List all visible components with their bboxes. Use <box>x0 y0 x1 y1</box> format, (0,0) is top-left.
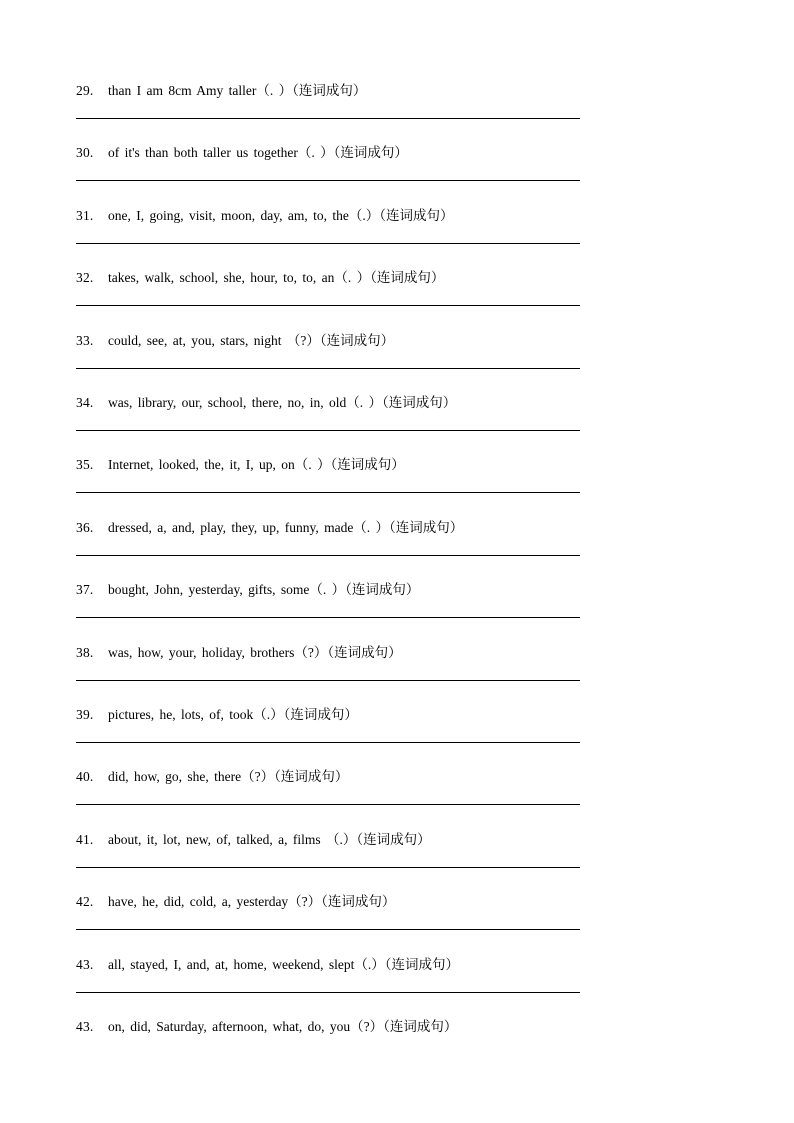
question-text: have, he, did, cold, a, yesterday（?）（连词成句） <box>108 894 396 909</box>
question-line <box>76 392 456 414</box>
answer-line[interactable] <box>76 305 580 306</box>
question-number: 35. <box>76 457 94 472</box>
question-line <box>76 642 402 664</box>
question-item <box>76 642 580 704</box>
question-text: of it's than both taller us together（. ）（连词成句） <box>108 145 408 160</box>
answer-line[interactable] <box>76 929 580 930</box>
question-line <box>76 766 348 788</box>
answer-line[interactable] <box>76 992 580 993</box>
question-number: 29. <box>76 83 94 98</box>
question-line <box>76 891 395 913</box>
question-text: about, it, lot, new, of, talked, a, films （.）（连词成句） <box>108 832 431 847</box>
question-text: all, stayed, I, and, at, home, weekend, slept（.）（连词成句） <box>108 957 460 972</box>
question-line <box>76 142 408 164</box>
question-line <box>76 80 366 102</box>
question-number: 33. <box>76 333 94 348</box>
question-item <box>76 704 580 766</box>
question-line <box>76 829 431 851</box>
question-line <box>76 330 394 352</box>
question-item <box>76 517 580 579</box>
question-number: 32. <box>76 270 94 285</box>
question-text: takes, walk, school, she, hour, to, to, an（. ）（连词成句） <box>108 270 445 285</box>
question-number: 38. <box>76 645 94 660</box>
question-text: was, how, your, holiday, brothers（?）（连词成句） <box>108 645 402 660</box>
question-item <box>76 829 580 891</box>
question-text: pictures, he, lots, of, took（.）（连词成句） <box>108 707 358 722</box>
question-line <box>76 454 405 476</box>
question-item <box>76 891 580 953</box>
question-text: did, how, go, she, there（?）（连词成句） <box>108 769 349 784</box>
question-number: 43. <box>76 957 94 972</box>
question-text: bought, John, yesterday, gifts, some（. ）（连词成句） <box>108 582 420 597</box>
question-number: 31. <box>76 208 94 223</box>
answer-line[interactable] <box>76 430 580 431</box>
answer-line[interactable] <box>76 804 580 805</box>
question-text: dressed, a, and, play, they, up, funny, made（. ）（连词成句） <box>108 520 464 535</box>
answer-line[interactable] <box>76 617 580 618</box>
question-item <box>76 80 580 142</box>
question-item <box>76 954 580 1016</box>
question-item <box>76 267 580 329</box>
answer-line[interactable] <box>76 742 580 743</box>
question-number: 39. <box>76 707 94 722</box>
question-line <box>76 954 459 976</box>
question-item <box>76 330 580 392</box>
question-line <box>76 704 358 726</box>
question-item <box>76 392 580 454</box>
question-line <box>76 517 463 539</box>
question-text: one, I, going, visit, moon, day, am, to, the（.）（连词成句） <box>108 208 454 223</box>
question-number: 36. <box>76 520 94 535</box>
answer-line[interactable] <box>76 680 580 681</box>
question-text: on, did, Saturday, afternoon, what, do, you（?）（连词成句） <box>108 1019 458 1034</box>
answer-line[interactable] <box>76 555 580 556</box>
question-text: could, see, at, you, stars, night （?）（连词成句） <box>108 333 395 348</box>
question-number: 42. <box>76 894 94 909</box>
answer-line[interactable] <box>76 368 580 369</box>
question-line <box>76 205 453 227</box>
question-item <box>76 1016 580 1078</box>
question-number: 37. <box>76 582 94 597</box>
question-line <box>76 579 419 601</box>
question-item <box>76 579 580 641</box>
question-line <box>76 267 444 289</box>
question-text: Internet, looked, the, it, I, up, on（. ）（连词成句） <box>108 457 405 472</box>
question-number: 43. <box>76 1019 94 1034</box>
answer-line[interactable] <box>76 492 580 493</box>
question-number: 41. <box>76 832 94 847</box>
question-item <box>76 766 580 828</box>
question-number: 30. <box>76 145 94 160</box>
question-text: than I am 8cm Amy taller（. ）（连词成句） <box>108 83 367 98</box>
answer-line[interactable] <box>76 118 580 119</box>
question-item <box>76 205 580 267</box>
answer-line[interactable] <box>76 180 580 181</box>
question-item <box>76 454 580 516</box>
question-line <box>76 1016 457 1038</box>
question-number: 34. <box>76 395 94 410</box>
question-item <box>76 142 580 204</box>
question-text: was, library, our, school, there, no, in, old（. ）（连词成句） <box>108 395 457 410</box>
answer-line[interactable] <box>76 243 580 244</box>
question-number: 40. <box>76 769 94 784</box>
answer-line[interactable] <box>76 867 580 868</box>
